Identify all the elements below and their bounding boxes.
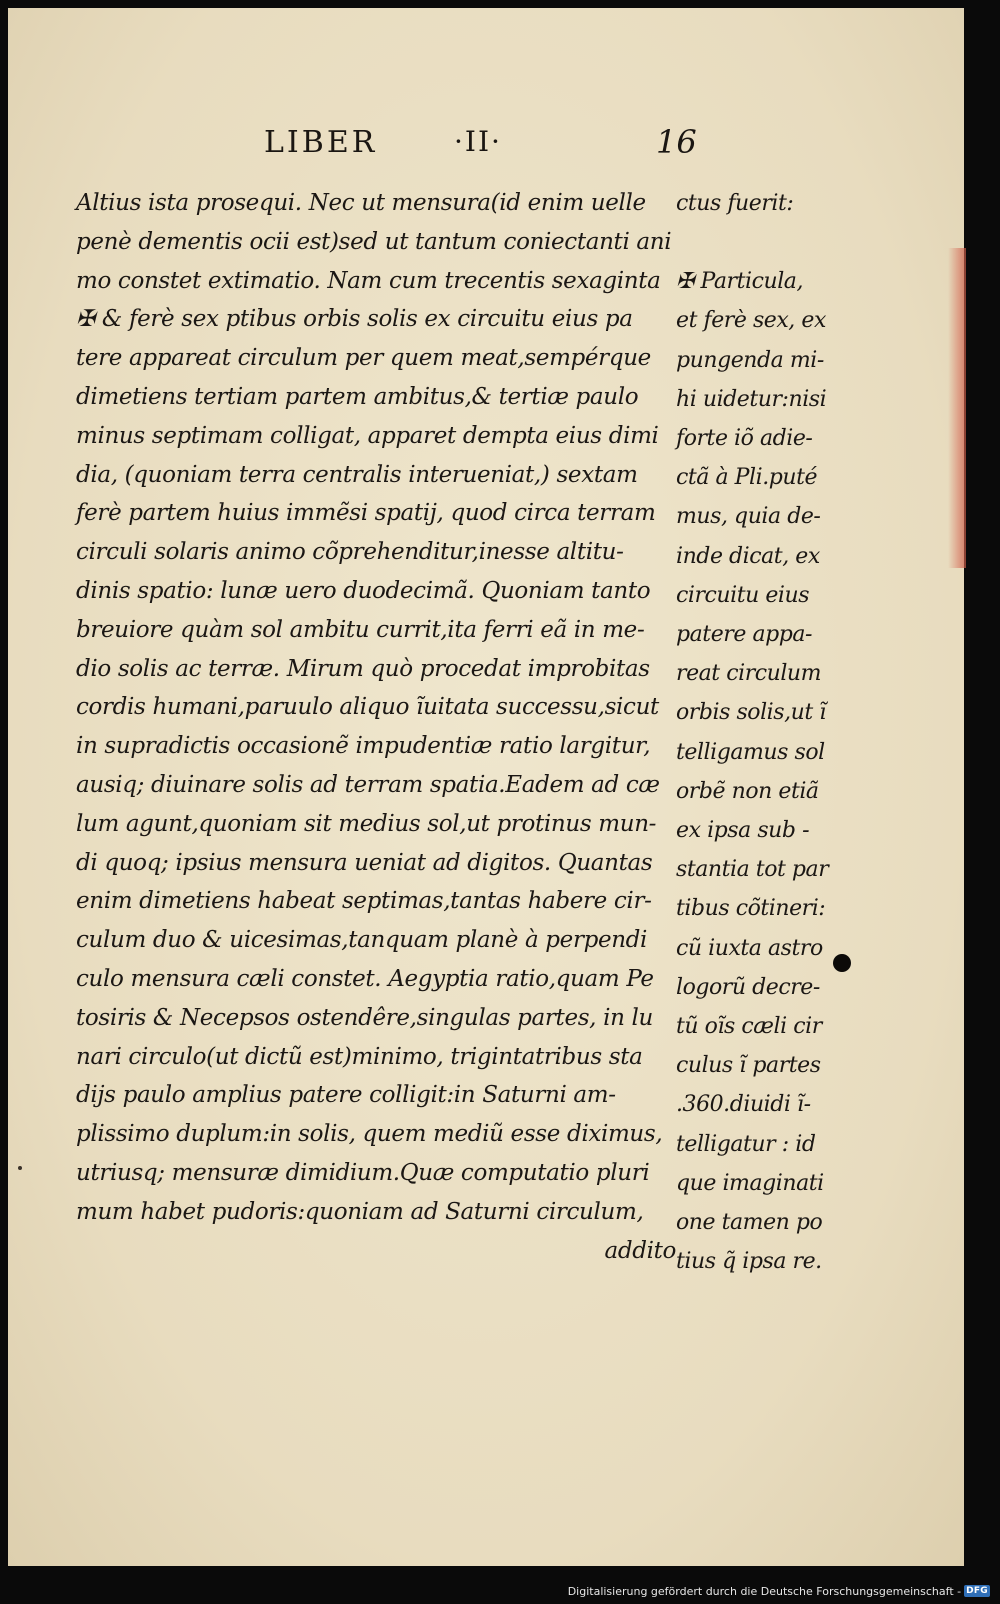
- main-text-line: mo constet extimatio. Nam cum trecentis sexaginta: [76, 267, 661, 294]
- main-text-line: ✠ & ferè sex ptibus orbis solis ex circuitu eius pa: [76, 306, 633, 333]
- margin-note-line: inde dicat, ex: [676, 543, 820, 569]
- dfg-logo: DFG: [966, 1586, 988, 1596]
- main-text-line: di quoq; ipsius mensura ueniat ad digitos. Quantas: [76, 849, 653, 876]
- margin-note-line: .360.diuidi ĩ-: [676, 1092, 811, 1118]
- credit-text: Digitalisierung gefördert durch die Deutsche Forschungsgemeinschaft -: [567, 1584, 962, 1598]
- running-header: [8, 125, 964, 175]
- main-text-line: culum duo & uicesimas,tanquam planè à perpendi: [76, 927, 648, 954]
- margin-note-line: que imaginati: [676, 1170, 824, 1196]
- margin-note-line: telligamus sol: [676, 739, 825, 765]
- margin-note-line: ctã à Pli.puté: [676, 465, 818, 491]
- margin-note-line: mus, quia de-: [676, 504, 821, 530]
- margin-note-line: et ferè sex, ex: [676, 308, 826, 334]
- main-text-line: enim dimetiens habeat septimas,tantas habere cir-: [76, 888, 652, 915]
- main-text-line: Altius ista prosequi. Nec ut mensura(id enim uelle: [76, 190, 646, 216]
- margin-note-line: pungenda mi-: [676, 347, 824, 373]
- main-text-line: dijs paulo amplius patere colligit:in Saturni am-: [76, 1082, 616, 1109]
- main-text-line: cordis humani,paruulo aliquo ĩuitata successu,sicut: [76, 694, 659, 721]
- main-text-line: addito: [604, 1237, 676, 1264]
- main-text-line: culo mensura cæli constet. Aegyptia ratio,quam Pe: [76, 965, 654, 992]
- margin-note-line: forte iõ adie-: [676, 426, 813, 452]
- margin-note-line: telligatur : id: [676, 1131, 816, 1157]
- main-text-line: dimetiens tertiam partem ambitus,& tertiæ paulo: [76, 383, 639, 410]
- margin-note-line: ✠ Particula,: [676, 269, 803, 295]
- main-text-line: plissimo duplum:in solis, quem mediũ esse diximus,: [76, 1121, 663, 1148]
- main-text-line: lum agunt,quoniam sit medius sol,ut protinus mun-: [76, 810, 657, 837]
- margin-note-line: cũ iuxta astro: [676, 935, 823, 961]
- margin-note-line: culus ĩ partes: [676, 1053, 821, 1079]
- main-text-line: mum habet pudoris:quoniam ad Saturni circulum,: [76, 1198, 644, 1225]
- margin-note-line: one tamen po: [676, 1210, 823, 1236]
- margin-note-line: patere appa-: [676, 622, 813, 648]
- header-book-number: ·II·: [454, 125, 502, 158]
- main-text-line: dia, (quoniam terra centralis interueniat,) sextam: [76, 461, 638, 488]
- margin-note-line: logorũ decre-: [676, 974, 820, 1000]
- main-text-line: breuiore quàm sol ambitu currit,ita ferri eã in me-: [76, 616, 645, 643]
- margin-note-line: tũ oĩs cæli cir: [676, 1014, 822, 1040]
- header-title: LIBER: [264, 125, 378, 160]
- main-text-column: [76, 184, 688, 1270]
- margin-note-line: orbis solis,ut ĩ: [676, 700, 826, 726]
- main-text-line: tosiris & Necepsos ostendêre,singulas partes, in lu: [76, 1004, 653, 1031]
- ink-blot: [833, 954, 851, 972]
- margin-note-line: hi uidetur:nisi: [676, 386, 827, 412]
- margin-note-line: orbẽ non etiã: [676, 778, 819, 804]
- main-text-line: ferè partem huius immẽsi spatij, quod circa terram: [76, 500, 656, 527]
- folio-number: 16: [656, 123, 697, 161]
- book-page: [8, 8, 964, 1566]
- margin-note-line: ctus fuerit:: [676, 191, 794, 216]
- margin-spacer: [676, 223, 858, 262]
- margin-note-line: tius q̃ ipsa re.: [676, 1249, 822, 1275]
- margin-note-line: reat circulum: [676, 661, 822, 687]
- main-text-line: circuli solaris animo cõprehenditur,inesse altitu-: [76, 539, 624, 566]
- main-text-line: dio solis ac terræ. Mirum quò procedat improbitas: [76, 655, 650, 682]
- main-text-line: tere appareat circulum per quem meat,sempérque: [76, 345, 651, 372]
- margin-note-line: ex ipsa sub -: [676, 818, 810, 844]
- marginal-note-column: [676, 184, 858, 1281]
- main-text-line: ausiq; diuinare solis ad terram spatia.Eadem ad cæ: [76, 771, 660, 798]
- digitization-credit: [568, 1582, 990, 1600]
- page-edge-stain: [948, 248, 966, 568]
- margin-note-line: circuitu eius: [676, 582, 810, 608]
- main-text-line: utriusq; mensuræ dimidium.Quæ computatio pluri: [76, 1159, 650, 1186]
- margin-note-line: tibus cõtineri:: [676, 896, 826, 922]
- main-text-line: nari circulo(ut dictũ est)minimo, trigintatribus sta: [76, 1043, 643, 1070]
- margin-note-line: stantia tot par: [676, 857, 829, 883]
- main-text-line: minus septimam colligat, apparet dempta eius dimi: [76, 422, 659, 449]
- ink-speck: [18, 1166, 22, 1170]
- main-text-line: dinis spatio: lunæ uero duodecimã. Quoniam tanto: [76, 577, 651, 604]
- main-text-line: penè dementis ocii est)sed ut tantum coniectanti ani: [76, 228, 672, 255]
- main-text-line: in supradictis occasionẽ impudentiæ ratio largitur,: [76, 733, 651, 760]
